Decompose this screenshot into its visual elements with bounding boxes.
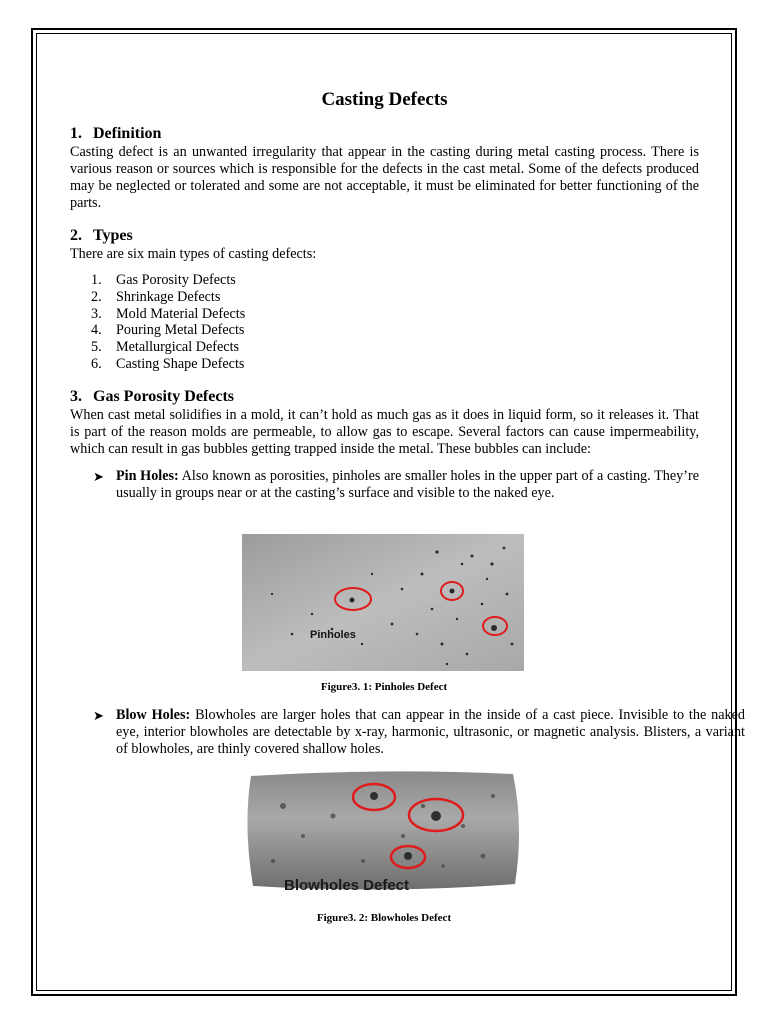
list-label: Pouring Metal Defects — [116, 322, 245, 339]
pin-holes-text: Also known as porosities, pinholes are smaller holes in the upper part of a casting. They’re usually in groups near or at the casting’s surface and visible to the naked eye. — [116, 467, 699, 501]
list-item — [70, 322, 699, 339]
section-number: 1. — [70, 125, 82, 142]
types-intro: There are six main types of casting defects: — [70, 246, 317, 262]
blowholes-image — [243, 766, 524, 901]
list-number: 1. — [91, 272, 102, 288]
blow-holes-term: Blow Holes: — [116, 707, 191, 723]
figure1-caption: Figure3. 1: Pinholes Defect — [320, 681, 448, 693]
arrow-bullet-icon: ➤ — [93, 708, 104, 723]
arrow-bullet-icon: ➤ — [93, 468, 104, 484]
types-list — [70, 272, 699, 373]
figure2-caption: Figure3. 2: Blowholes Defect — [316, 912, 452, 924]
blowholes-image-label: Blowholes Defect — [284, 877, 410, 894]
section-number: 3. — [70, 387, 82, 405]
list-number: 3. — [91, 305, 102, 322]
list-item — [70, 306, 699, 323]
list-number: 5. — [91, 339, 102, 356]
list-label: Metallurgical Defects — [116, 339, 240, 356]
pinholes-image — [242, 534, 524, 671]
pin-holes-bullet — [70, 468, 699, 502]
list-item — [70, 356, 699, 373]
list-number: 4. — [91, 322, 102, 339]
gas-paragraph: When cast metal solidifies in a mold, it can’t hold as much gas as it does in liquid form, so it releases it. That is part of the reason molds are permeable, to allow gas to escape. Several factors can cause impermeability, which can result in gas bubbles getting trapped inside the metal. These bubbles can include: — [70, 406, 699, 457]
blowholes-figure — [243, 766, 524, 901]
document-body — [70, 86, 699, 502]
section-number: 2. — [70, 227, 82, 244]
list-item — [70, 339, 699, 356]
list-label: Mold Material Defects — [116, 305, 246, 322]
pinholes-figure — [242, 534, 524, 671]
section-title: Definition — [93, 125, 162, 142]
section-definition-heading — [70, 124, 699, 144]
list-item — [70, 289, 699, 306]
list-label: Shrinkage Defects — [116, 288, 221, 305]
pinholes-image-label: Pinholes — [310, 629, 356, 641]
page-title: Casting Defects — [321, 89, 448, 110]
blow-holes-text: Blowholes are larger holes that can appear in the inside of a cast piece. Invisible to the naked eye, interior blowholes are detectable by x-ray, harmonic, ultrasonic, or magnetic analysis. Blisters, a variant of blowholes, are thinly covered shallow holes. — [116, 707, 745, 757]
list-number: 6. — [91, 355, 102, 372]
section-title: Types — [93, 227, 133, 244]
list-number: 2. — [91, 288, 102, 305]
list-item — [70, 272, 699, 289]
list-label: Gas Porosity Defects — [116, 272, 236, 288]
list-label: Casting Shape Defects — [116, 355, 245, 372]
section-title: Gas Porosity Defects — [93, 387, 234, 405]
section-types-heading — [70, 226, 699, 246]
blow-holes-bullet — [70, 707, 745, 758]
pin-holes-term: Pin Holes: — [116, 467, 179, 484]
definition-paragraph: Casting defect is an unwanted irregularity that appear in the casting during metal casting process. There is various reason or sources which is responsible for the defects in the cast metal. Some of the defects produced may be neglected or tolerated and some are not acceptable, it must be eliminated for better functioning of the parts. — [70, 144, 699, 211]
section-gas-heading — [70, 387, 699, 407]
